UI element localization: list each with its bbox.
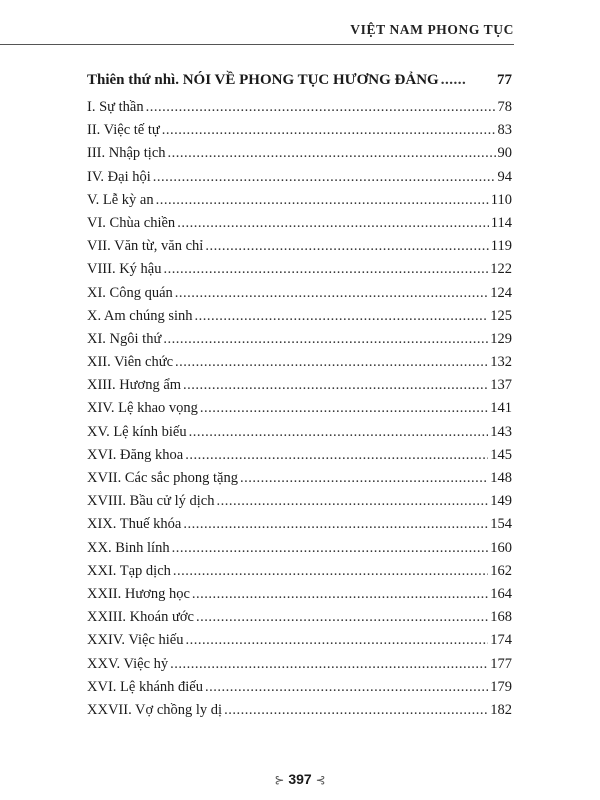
toc-entry-label: XXVII. Vợ chồng ly dị [87,701,223,718]
ornament-right-icon: ⊰ [315,773,326,787]
toc-entry[interactable] [87,354,512,377]
toc-entry-page: 179 [490,678,512,695]
toc-entry-page: 143 [490,423,512,440]
toc-entry[interactable] [87,261,512,284]
toc-entry[interactable] [87,238,512,261]
dot-leader [224,702,488,719]
toc-entry[interactable] [87,656,512,679]
dot-leader [146,99,496,116]
toc-entry-page: 160 [490,539,512,556]
dot-leader [177,215,489,232]
toc-entry-page: 164 [490,585,512,602]
toc-entry-page: 90 [497,145,512,162]
toc-entry-label: XVII. Các sắc phong tặng [87,470,238,486]
toc-entry[interactable] [87,470,512,493]
toc-entry-page: 148 [490,470,512,486]
toc-entry[interactable] [87,586,512,609]
dot-leader [183,377,488,394]
toc-entry[interactable] [87,377,512,400]
toc-entry-page: 124 [490,284,512,301]
toc-entry[interactable] [87,145,512,168]
dot-leader [196,609,488,626]
dot-leader [216,493,488,510]
toc-entry-label: XVI. Đăng khoa [87,446,184,463]
dot-leader [195,308,489,325]
dot-leader [192,586,488,603]
toc-entry-page: 174 [490,632,512,649]
toc-entry-label: XIX. Thuế khóa [87,516,182,533]
toc-entry-label: XXIV. Việc hiếu [87,632,184,649]
toc-entry[interactable] [87,400,512,423]
toc-entry-label: XI. Ngôi thứ [87,330,162,347]
dot-leader [200,400,488,417]
dot-leader [189,424,489,441]
toc-entry[interactable] [87,122,512,145]
toc-entry-label: XVI. Lệ khánh điếu [87,678,203,695]
toc-entry-label: V. Lễ kỳ an [87,191,154,208]
dot-leader [175,285,488,302]
toc-entry[interactable] [87,609,512,632]
toc-entry[interactable] [87,632,512,655]
toc-entry[interactable] [87,493,512,516]
toc-entry-label: X. Am chúng sinh [87,307,193,324]
toc-entry-label: XX. Binh lính [87,539,170,556]
toc-entry-label: XXIII. Khoán ước [87,609,194,626]
page-footer [0,771,600,787]
toc-entry-label: VI. Chùa chiền [87,214,176,231]
toc-entry-page: 177 [490,655,512,672]
toc-entry-page: 182 [490,701,512,718]
toc-entry-label: XXII. Hương học [87,585,190,602]
toc-entry-page: 141 [490,400,512,417]
dot-leader [162,122,496,139]
toc-entry-page: 137 [490,377,512,394]
dot-leader [156,192,489,209]
toc-entry-page: 78 [497,99,512,115]
toc-entry-label: VIII. Ký hậu [87,261,162,278]
toc-entry[interactable] [87,702,512,725]
toc-entry[interactable] [87,424,512,447]
toc-entry-label: VII. Văn từ, văn chỉ [87,238,204,255]
toc-entry[interactable] [87,516,512,539]
toc-entry-page: 132 [490,354,512,371]
dot-leader [172,540,489,557]
toc-entry-label: XVIII. Bầu cử lý dịch [87,493,215,510]
toc-entry-label: XV. Lệ kính biếu [87,423,187,440]
dot-leader [163,331,488,348]
toc-entry[interactable] [87,192,512,215]
dot-leader [205,679,488,696]
toc-entry-label: IV. Đại hội [87,168,151,185]
toc-entry[interactable] [87,447,512,470]
toc-entry[interactable] [87,99,512,122]
toc-entry-page: 154 [490,516,512,533]
ornament-left-icon: ⊱ [274,773,285,787]
toc-entry[interactable] [87,308,512,331]
toc-entry-page: 125 [490,307,512,324]
dot-leader [175,354,488,371]
toc-entry[interactable] [87,331,512,354]
toc-entry-page: 122 [490,261,512,278]
toc-heading-label: Thiên thứ nhì. NÓI VỀ PHONG TỤC HƯƠNG ĐẢNG [87,72,439,88]
toc-entry-page: 129 [490,330,512,347]
toc-entry-label: XII. Viên chức [87,354,174,371]
toc-heading[interactable] [87,72,512,99]
toc-entry[interactable] [87,169,512,192]
toc-entry-page: 110 [490,191,512,208]
dot-leader [173,563,488,580]
toc-entry[interactable] [87,215,512,238]
toc-entry-page: 114 [490,214,512,231]
dot-leader [164,261,489,278]
dot-leader [153,169,496,186]
header-rule [0,44,514,45]
toc-entries [87,99,512,725]
dot-leader [240,470,488,487]
toc-entry[interactable] [87,540,512,563]
toc-entry-page: 94 [497,168,512,185]
toc-entry-page: 83 [497,122,512,139]
toc-entry-label: III. Nhập tịch [87,145,166,162]
toc-entry-label: XIV. Lệ khao vọng [87,400,198,417]
toc-entry-page: 145 [490,446,512,463]
toc-entry-page: 149 [490,493,512,510]
dot-leader [185,632,488,649]
toc-entry-label: XXV. Việc hỷ [87,655,169,672]
toc-entry[interactable] [87,563,512,586]
toc-entry-label: II. Việc tế tự [87,122,160,139]
dot-leader [185,447,488,464]
toc-entry-label: I. Sự thần [87,99,144,115]
toc-entry-page: 168 [490,609,512,626]
toc-entry[interactable] [87,285,512,308]
toc-heading-page: 77 [497,72,512,88]
dot-leader [168,145,496,162]
toc-entry-page: 162 [490,562,512,579]
table-of-contents [87,72,512,725]
toc-entry[interactable] [87,679,512,702]
dot-leader [205,238,488,255]
dot-leader [170,656,488,673]
toc-entry-label: XI. Công quán [87,284,173,301]
toc-entry-label: XXI. Tạp dịch [87,562,171,579]
toc-entry-label: XIII. Hương ẩm [87,377,182,394]
dot-leader [183,516,488,533]
toc-entry-page: 119 [490,238,512,255]
dot-leader [441,72,467,89]
running-head: VIỆT NAM PHONG TỤC [350,22,514,37]
page-number: 397 [288,771,312,787]
